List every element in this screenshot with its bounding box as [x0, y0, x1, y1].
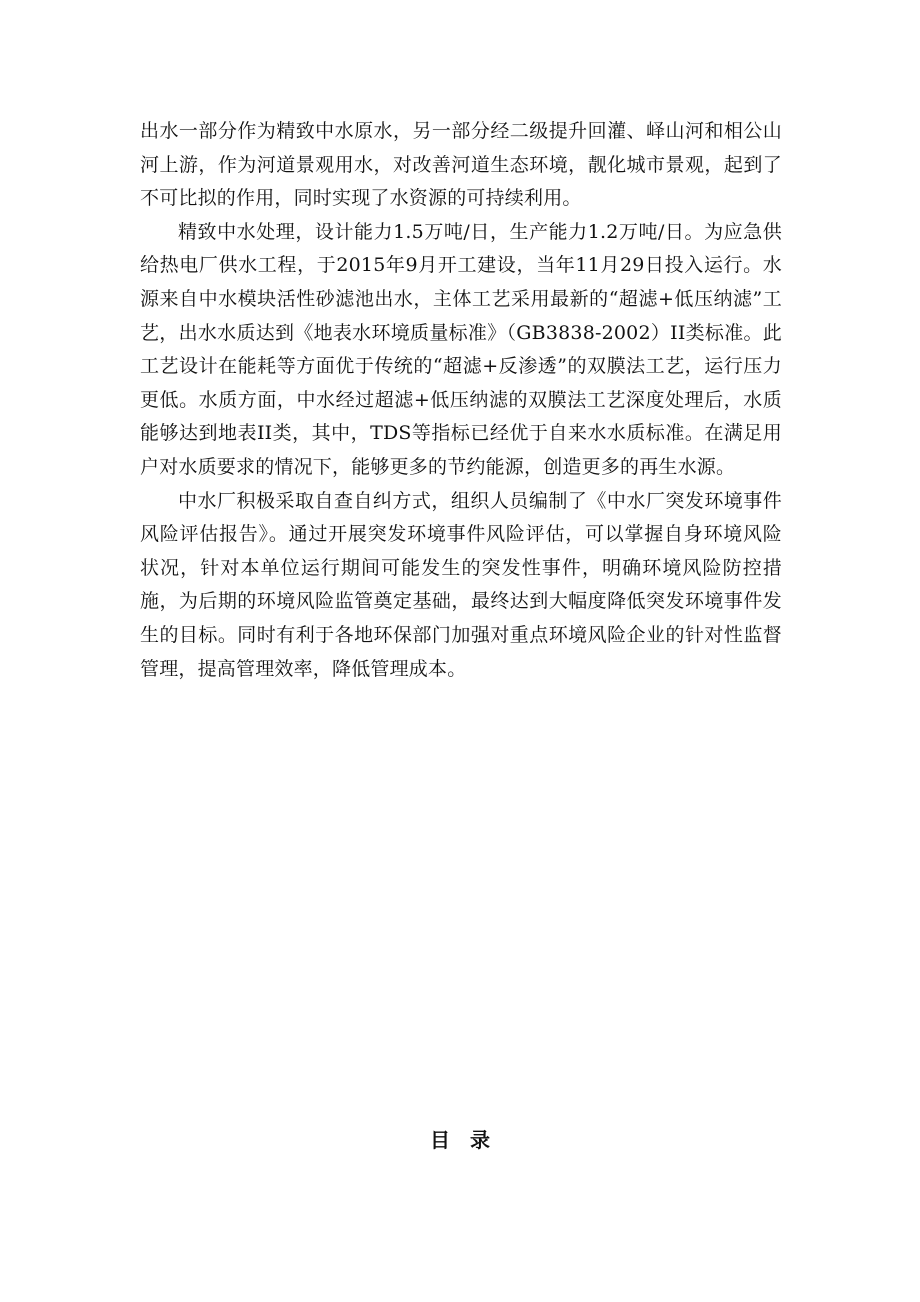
paragraph-continuation: 出水一部分作为精致中水原水，另一部分经二级提升回灌、峄山河和相公山河上游，作为河道景观用水，对改善河道生态环境，靓化城市景观，起到了不可比拟的作用，同时实现了水资源的可持续利用。: [140, 120, 782, 210]
paragraph-risk-assessment: 中水厂积极采取自查自纠方式，组织人员编制了《中水厂突发环境事件风险评估报告》。通过开展突发环境事件风险评估，可以掌握自身环境风险状况，针对本单位运行期间可能发生的突发性事件，明确环境风险防控措施，为后期的环境风险监管奠定基础，最终达到大幅度降低突发环境事件发生的目标。同时有利于各地环保部门加强对重点环境风险企业的针对性监督管理，提高管理效率，降低管理成本。: [140, 489, 782, 680]
document-body: [140, 115, 782, 686]
paragraph-refined-reclaimed-water: 精致中水处理，设计能力1.5万吨/日，生产能力1.2万吨/日。为应急供给热电厂供水工程，于2015年9月开工建设，当年11月29日投入运行。水源来自中水模块活性砂滤池出水，主体工艺采用最新的“超滤+低压纳滤”工艺，出水水质达到《地表水环境质量标准》（GB3838-2002）II类标准。此工艺设计在能耗等方面优于传统的“超滤+反渗透”的双膜法工艺，运行压力更低。水质方面，中水经过超滤+低压纳滤的双膜法工艺深度处理后，水质能够达到地表II类，其中，TDS等指标已经优于自来水水质标准。在满足用户对水质要求的情况下，能够更多的节约能源，创造更多的再生水源。: [140, 220, 782, 478]
toc-heading: 目录: [430, 1128, 510, 1152]
